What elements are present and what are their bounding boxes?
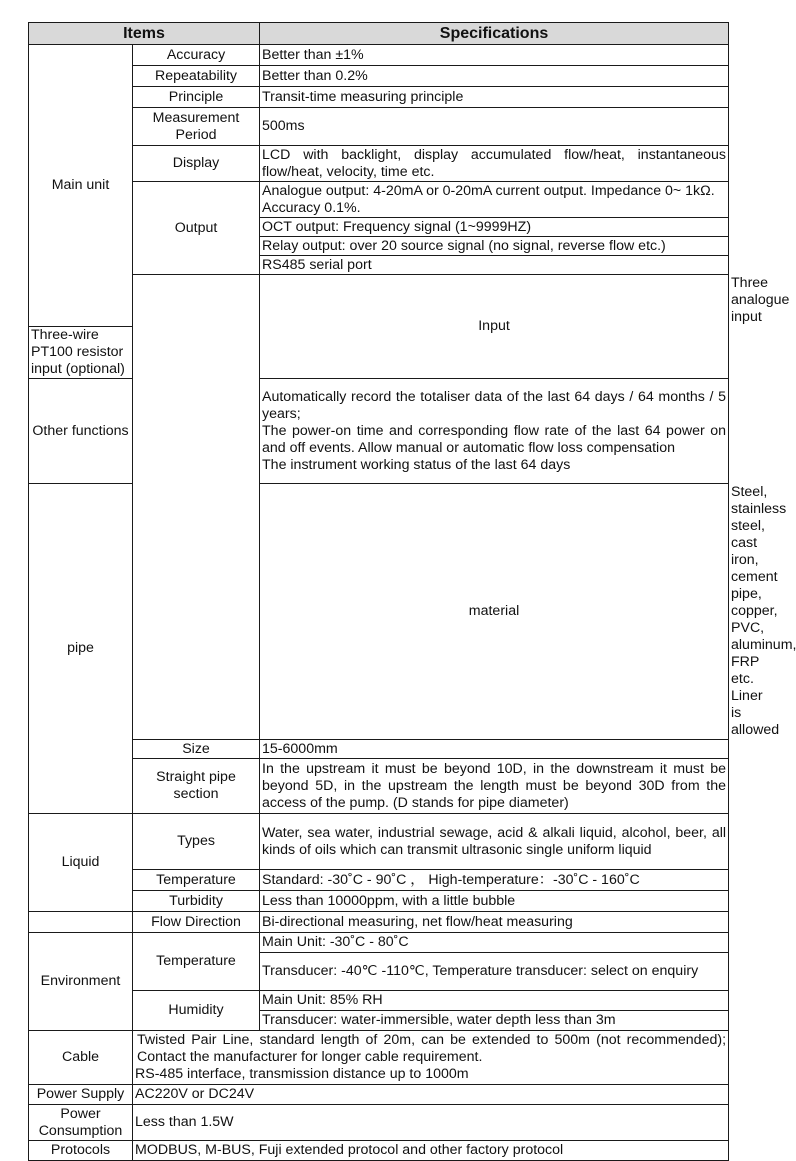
value-cable (133, 1031, 729, 1085)
category-pipe: pipe (29, 484, 133, 814)
value-liquid-temperature: Standard: -30˚C - 90˚C ， High-temperature：-30˚C - 160˚C (260, 870, 729, 891)
table-row (29, 1085, 729, 1105)
item-humidity: Humidity (133, 991, 260, 1031)
table-row (29, 66, 729, 87)
category-cable: Cable (29, 1031, 133, 1085)
item-input: Input (260, 275, 729, 379)
value-types: Water, sea water, industrial sewage, acid & alkali liquid, alcohol, beer, all kinds of oils which can transmit ultrasonic single uniform liquid (260, 814, 729, 870)
value-output-relay: Relay output: over 20 source signal (no signal, reverse flow etc.) (260, 237, 729, 256)
table-row (29, 891, 729, 912)
value-env-temperature-transducer: Transducer: -40℃ -110℃, Temperature transducer: select on enquiry (260, 953, 729, 991)
value-size: 15-6000mm (260, 740, 729, 759)
power-consumption-line1: Power (60, 1105, 101, 1122)
value-output-analogue: Analogue output: 4-20mA or 0-20mA current output. Impedance 0~ 1kΩ. Accuracy 0.1%. (260, 182, 729, 218)
table-row (29, 146, 729, 182)
value-other-functions-line1: Automatically record the totaliser data of the last 64 days / 64 months / 5 years; (262, 388, 727, 422)
table-row (29, 814, 729, 870)
table-row (29, 991, 729, 1011)
value-measurement-period: 500ms (260, 108, 729, 146)
value-power-consumption: Less than 1.5W (133, 1105, 729, 1141)
item-material: material (260, 484, 729, 740)
value-humidity-main: Main Unit: 85% RH (260, 991, 729, 1011)
item-straight-pipe-section (133, 759, 260, 814)
category-main-unit: Main unit (29, 45, 133, 327)
table-row: pipe material Steel, stainless steel, cast iron, cement pipe, copper, PVC, aluminum, FRP etc. Liner is allowed (29, 484, 729, 740)
category-environment: Environment (29, 933, 133, 1031)
table-row (29, 933, 729, 953)
category-power-consumption (29, 1105, 133, 1141)
item-env-temperature: Temperature (133, 933, 260, 991)
table-row (29, 870, 729, 891)
value-power-supply: AC220V or DC24V (133, 1085, 729, 1105)
value-output-rs485: RS485 serial port (260, 256, 729, 275)
value-other-functions-line2: The power-on time and corresponding flow rate of the last 64 power on and off events. Allow manual or automatic flow loss compensation (262, 422, 727, 456)
table-row (29, 182, 729, 218)
value-other-functions-line3: The instrument working status of the last 64 days (262, 456, 571, 473)
category-liquid: Liquid (29, 814, 133, 912)
specifications-header: Specifications (260, 23, 729, 45)
item-measurement-period-line1: Measurement (152, 109, 240, 126)
table-row (29, 759, 729, 814)
value-other-functions (260, 379, 729, 484)
value-turbidity: Less than 10000ppm, with a little bubble (260, 891, 729, 912)
value-humidity-transducer: Transducer: water-immersible, water depth less than 3m (260, 1011, 729, 1031)
value-display: LCD with backlight, display accumulated flow/heat, instantaneous flow/heat, velocity, time etc. (260, 146, 729, 182)
table-row (29, 912, 729, 933)
value-env-temperature-main: Main Unit: -30˚C - 80˚C (260, 933, 729, 953)
item-other-functions: Other functions (29, 379, 133, 484)
specifications-table (28, 22, 796, 1161)
table-row: Input Three analogue input (29, 275, 729, 327)
value-principle: Transit-time measuring principle (260, 87, 729, 108)
item-size: Size (133, 740, 260, 759)
table-row (29, 87, 729, 108)
item-types: Types (133, 814, 260, 870)
category-protocols: Protocols (29, 1141, 133, 1161)
item-liquid-temperature: Temperature (133, 870, 260, 891)
table-row (29, 1105, 729, 1141)
power-consumption-line2: Consumption (38, 1122, 123, 1139)
value-cable-line2: RS-485 interface, transmission distance up to 1000m (135, 1066, 469, 1082)
table-row (29, 45, 729, 66)
value-output-oct: OCT output: Frequency signal (1~9999HZ) (260, 218, 729, 237)
value-flow-direction: Bi-directional measuring, net flow/heat measuring (260, 912, 729, 933)
item-principle: Principle (133, 87, 260, 108)
value-cable-line1: Twisted Pair Line, standard length of 20m, can be extended to 500m (not recommended); Contact the manufacturer for longer cable requirement. (137, 1032, 727, 1065)
category-blank (29, 912, 133, 933)
item-turbidity: Turbidity (133, 891, 260, 912)
item-measurement-period-line2: Period (175, 126, 217, 143)
item-repeatability: Repeatability (133, 66, 260, 87)
item-display: Display (133, 146, 260, 182)
value-accuracy: Better than ±1% (260, 45, 729, 66)
items-header: Items (29, 23, 260, 45)
category-power-supply: Power Supply (29, 1085, 133, 1105)
table-row (29, 740, 729, 759)
value-input-pt100: Three-wire PT100 resistor input (optional) (29, 327, 133, 379)
item-straight-pipe-line1: Straight pipe (156, 769, 236, 785)
item-flow-direction: Flow Direction (133, 912, 260, 933)
value-protocols: MODBUS, M-BUS, Fuji extended protocol and other factory protocol (133, 1141, 729, 1161)
item-measurement-period (133, 108, 260, 146)
item-accuracy: Accuracy (133, 45, 260, 66)
table-row (29, 1141, 729, 1161)
value-straight-pipe-section: In the upstream it must be beyond 10D, in the downstream it must be beyond 5D, in the upstream the length must be beyond 30D from the access of the pump. (D stands for pipe diameter) (260, 759, 729, 814)
item-output: Output (133, 182, 260, 275)
table-row (29, 1031, 729, 1085)
category-blank (133, 275, 260, 740)
value-repeatability: Better than 0.2% (260, 66, 729, 87)
item-straight-pipe-line2: section (173, 786, 219, 802)
table-header-row (29, 23, 729, 45)
table-row (29, 108, 729, 146)
